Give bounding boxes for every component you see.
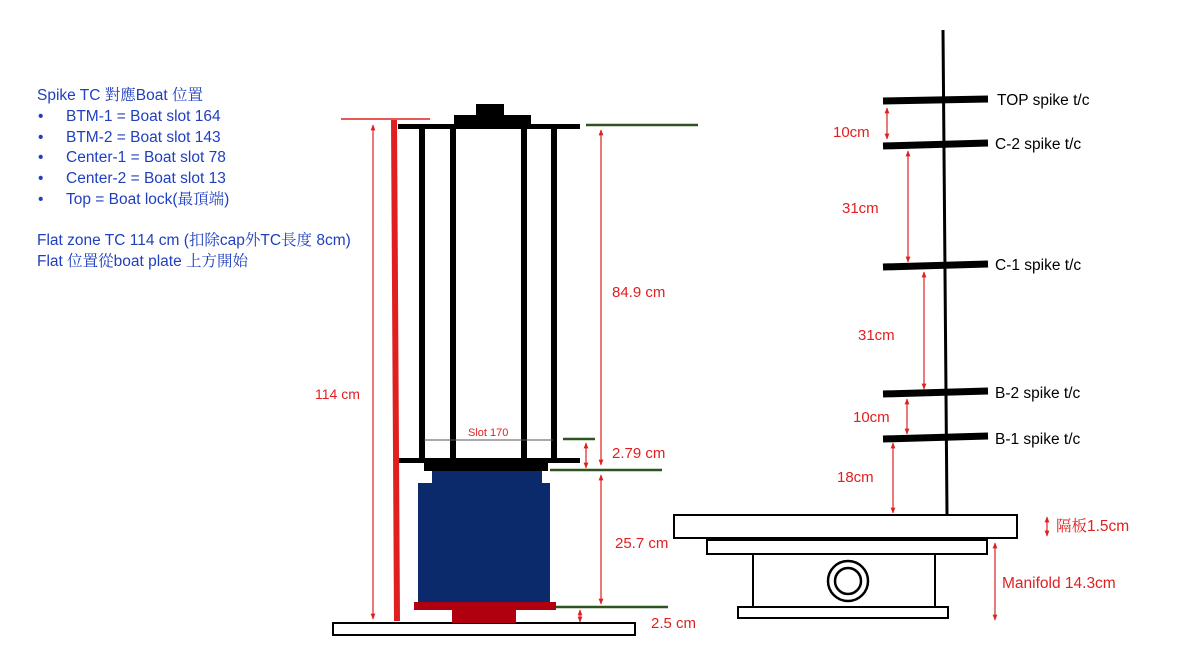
tc-bar-b1 [883, 436, 988, 439]
pedestal-body [418, 483, 550, 602]
tc-bar-c1 [883, 264, 988, 267]
base-height-label: 2.5 cm [651, 615, 697, 632]
spacing-label-top-c2: 10cm [833, 124, 870, 141]
boat-rod [419, 128, 425, 461]
notes-title: Spike TC 對應Boat 位置 [37, 87, 203, 104]
tc-bar-c2 [883, 143, 988, 146]
note-bullet-btm1: • BTM-1 = Boat slot 164 [38, 107, 221, 125]
boat-lock [476, 104, 504, 117]
manifold-label: Manifold 14.3cm [1002, 575, 1116, 592]
tc-bar-b2 [883, 391, 988, 394]
boat-base-plate [333, 623, 635, 635]
spike-diagram [674, 30, 1129, 620]
manifold-bottom-plate [738, 607, 948, 618]
note-bullet-top: • Top = Boat lock(最頂端) [38, 190, 230, 208]
pedestal-height-label: 25.7 cm [615, 535, 669, 552]
note-bullet-center2: • Center-2 = Boat slot 13 [38, 170, 226, 188]
boat-height-label: 84.9 cm [612, 284, 666, 301]
boat-rod [521, 128, 527, 461]
manifold-top-plate [707, 540, 987, 554]
boat-diagram [315, 104, 698, 635]
tc-label-b1: B-1 spike t/c [995, 431, 1081, 448]
tc-rod [394, 120, 397, 621]
tc-label-c1: C-1 spike t/c [995, 257, 1082, 274]
pedestal-plate [414, 602, 556, 610]
pedestal-neck [432, 470, 542, 485]
note-flat-zone: Flat zone TC 114 cm (扣除cap外TC長度 8cm) [37, 231, 351, 249]
tc-bar-top [883, 99, 988, 101]
baffle-plate [674, 515, 1017, 538]
note-flat-position: Flat 位置從boat plate 上方開始 [37, 252, 249, 270]
spacing-label-b2-b1: 10cm [853, 409, 890, 426]
note-bullet-btm2: • BTM-2 = Boat slot 143 [38, 128, 221, 146]
slot-gap-label: 2.79 cm [612, 445, 666, 462]
boat-rod [450, 128, 456, 461]
spacing-label-c1-b2: 31cm [858, 327, 895, 344]
boat-rod [551, 128, 557, 461]
tc-length-label: 114 cm [315, 386, 360, 402]
tc-label-top: TOP spike t/c [997, 92, 1090, 109]
baffle-label: 隔板1.5cm [1056, 518, 1130, 535]
manifold-port-inner [835, 568, 861, 594]
slot-170-label: Slot 170 [468, 427, 509, 439]
tc-label-b2: B-2 spike t/c [995, 385, 1081, 402]
note-bullet-center1: • Center-1 = Boat slot 78 [38, 149, 226, 167]
tc-label-c2: C-2 spike t/c [995, 136, 1082, 153]
spacing-label-c2-c1: 31cm [842, 200, 879, 217]
spacing-label-b1-baffle: 18cm [837, 469, 874, 486]
